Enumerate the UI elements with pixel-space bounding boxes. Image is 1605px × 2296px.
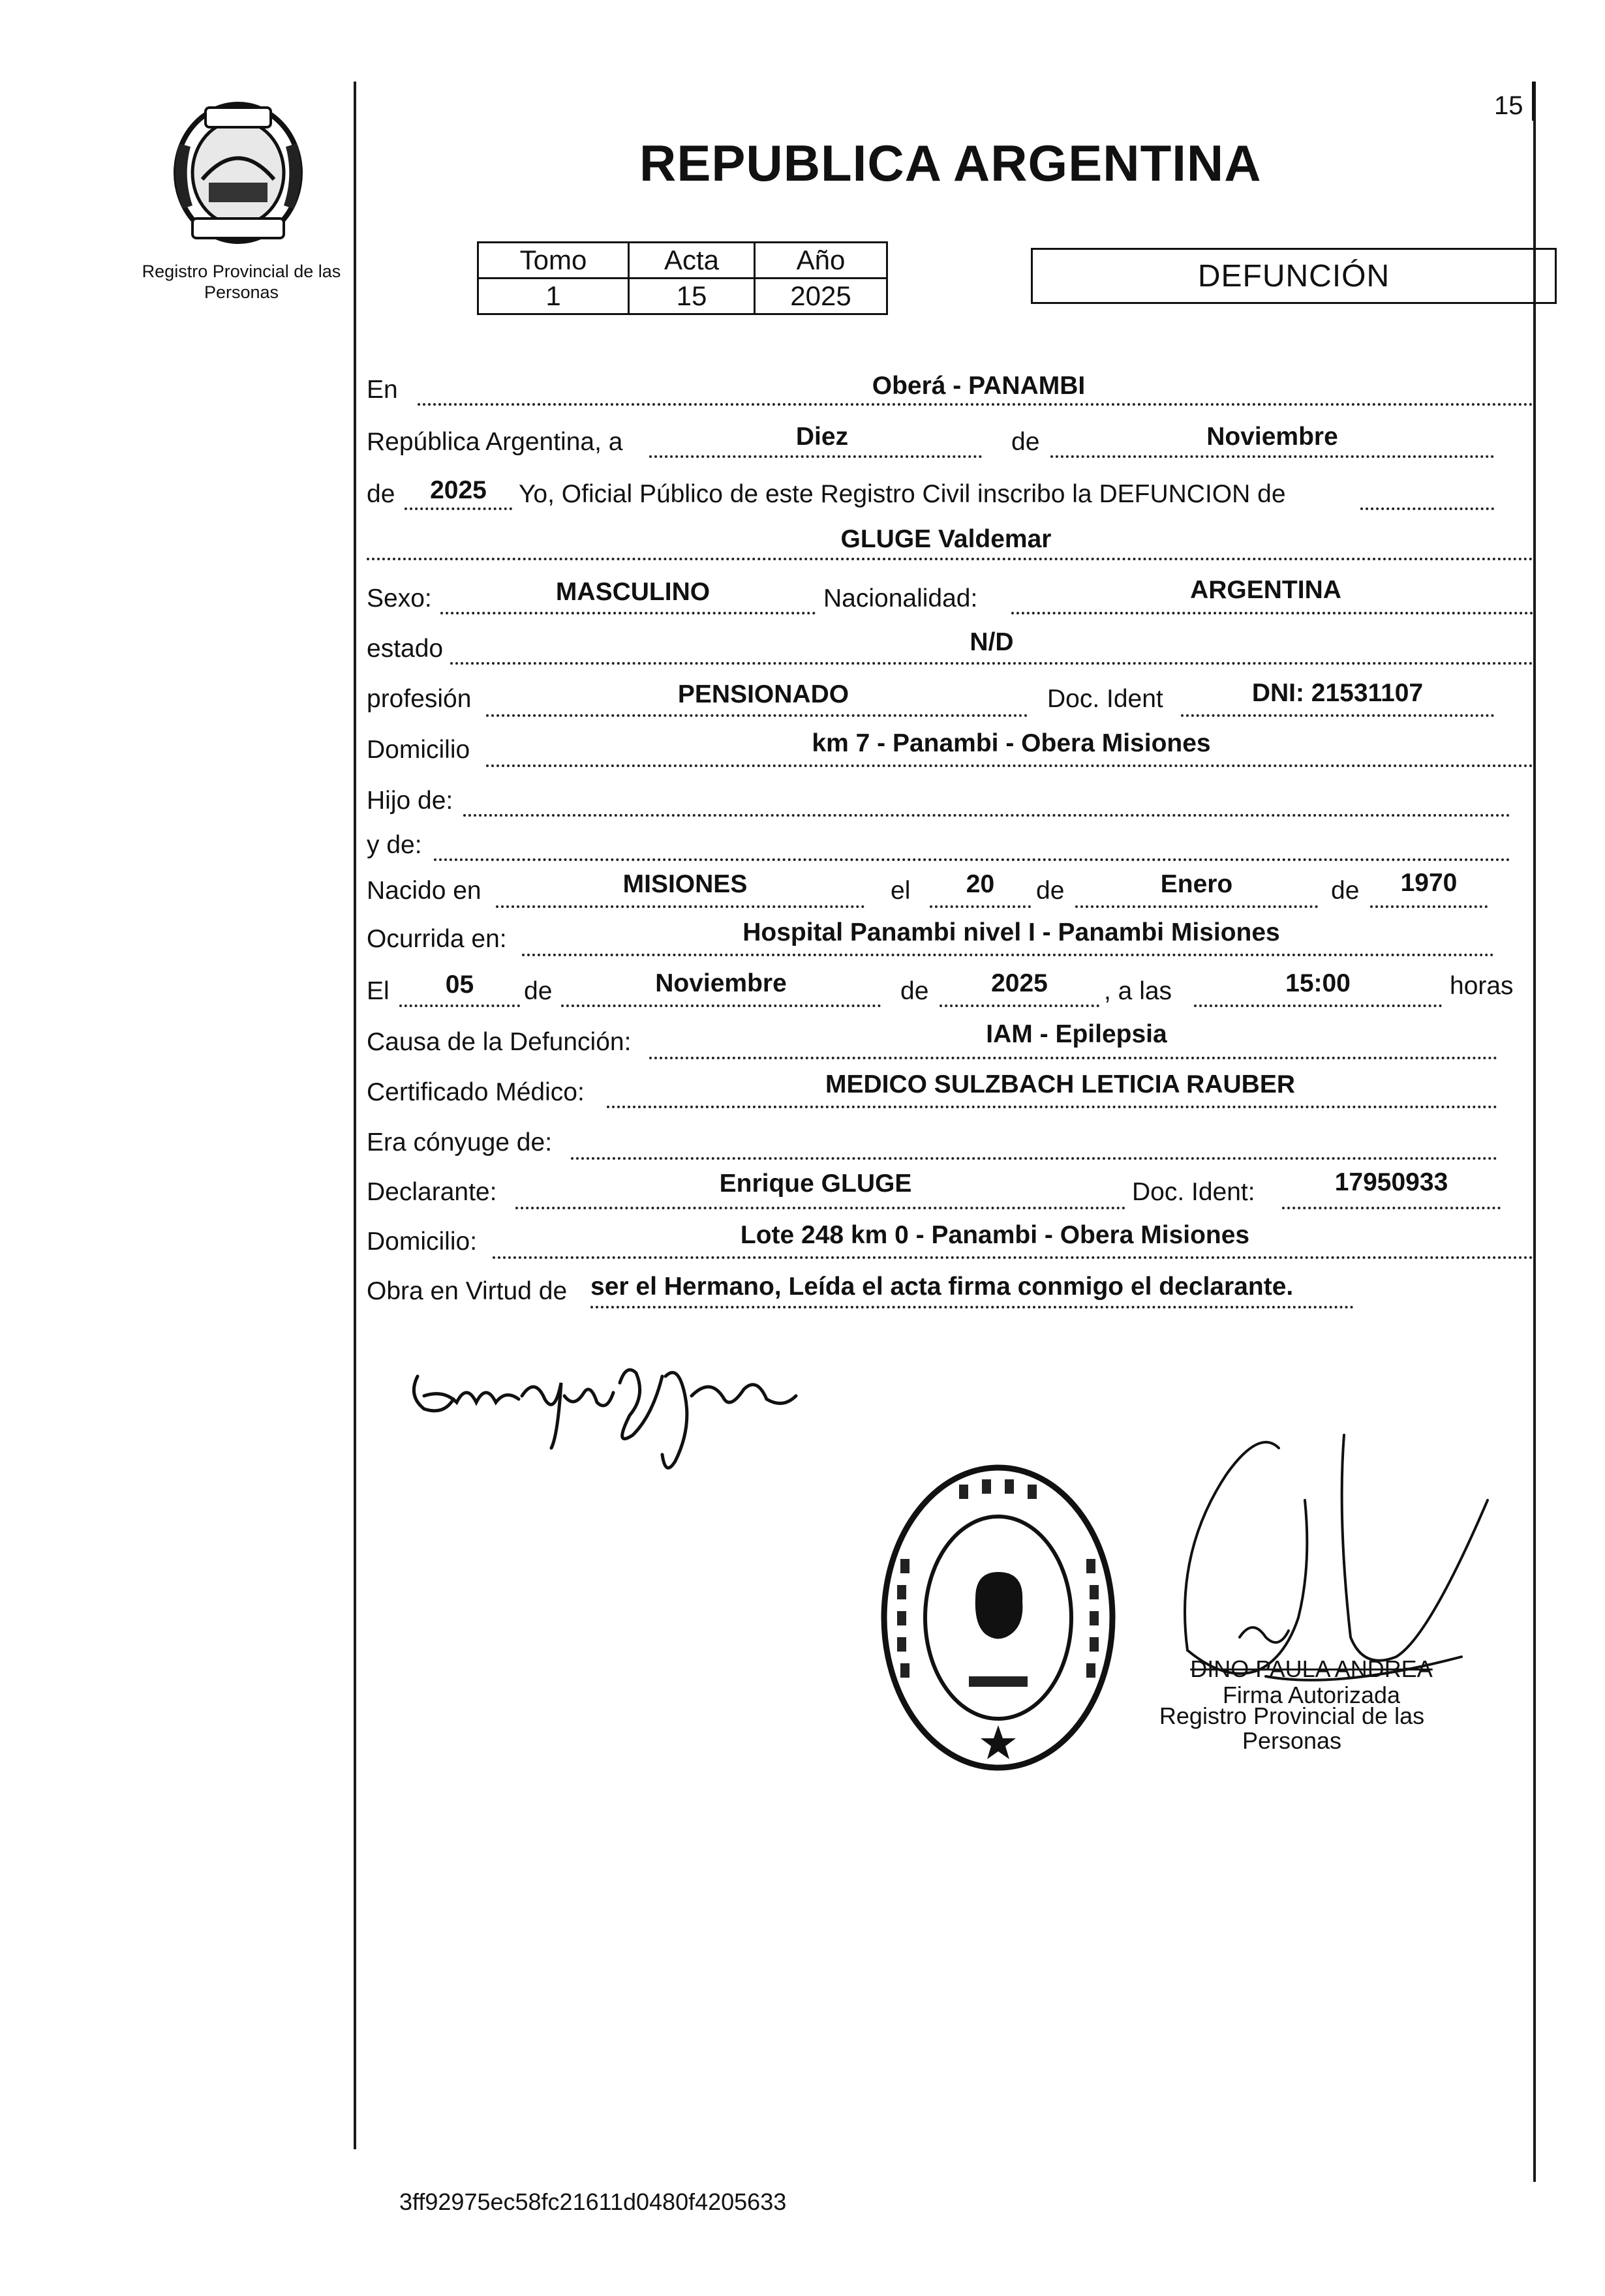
value-birth-day: 20: [966, 870, 995, 898]
label-republica: República Argentina, a: [367, 428, 623, 456]
value-birth-year: 1970: [1400, 869, 1458, 897]
label-sexo: Sexo:: [367, 584, 432, 612]
dots: [940, 1004, 1099, 1007]
dots: [450, 662, 1533, 665]
right-margin-line: [1533, 82, 1536, 2182]
value-declarant-document: 17950933: [1334, 1168, 1448, 1196]
value-document: DNI: 21531107: [1251, 679, 1424, 707]
dots: [367, 558, 1533, 560]
country-title: REPUBLICA ARGENTINA: [639, 134, 1262, 192]
dots: [649, 455, 982, 458]
dots: [515, 1207, 1125, 1209]
label-domicilio: Domicilio: [367, 736, 470, 764]
label-el-cap: El: [367, 977, 390, 1005]
value-place: Oberá - PANAMBI: [872, 372, 1086, 400]
value-address: km 7 - Panambi - Obera Misiones: [812, 729, 1211, 757]
label-obra-en-virtud: Obra en Virtud de: [367, 1277, 568, 1305]
official-registry: Registro Provincial de las Personas: [1159, 1702, 1425, 1754]
value-declarant-reason: ser el Hermano, Leída el acta firma conmigo el declarante.: [590, 1273, 1294, 1301]
value-sex: MASCULINO: [555, 578, 711, 606]
dots: [607, 1106, 1497, 1108]
label-ocurrida-en: Ocurrida en:: [367, 925, 507, 953]
table-header-tomo: Tomo: [478, 243, 629, 279]
value-month-written: Noviembre: [1206, 423, 1338, 451]
label-y-de: y de:: [367, 831, 422, 859]
value-declarant-address: Lote 248 km 0 - Panambi - Obera Misiones: [740, 1221, 1250, 1249]
label-a-las: , a las: [1104, 977, 1172, 1005]
official-name: DINO PAULA ANDREA: [1190, 1655, 1433, 1682]
official-title: Firma Autorizada: [1222, 1682, 1401, 1708]
value-medical-certificate: MEDICO SULZBACH LETICIA RAUBER: [825, 1070, 1296, 1098]
dots: [522, 954, 1494, 956]
dots: [405, 507, 512, 510]
left-margin-line: [354, 82, 356, 2149]
registry-logo: [163, 98, 313, 248]
dots: [496, 905, 864, 908]
label-de: de: [900, 977, 929, 1005]
dots: [1360, 507, 1494, 510]
dots: [1370, 905, 1488, 908]
label-nacionalidad: Nacionalidad:: [823, 584, 978, 612]
value-birth-month: Enero: [1160, 870, 1233, 898]
value-deceased-name: GLUGE Valdemar: [840, 525, 1052, 553]
label-certificado: Certificado Médico:: [367, 1078, 585, 1106]
table-value-acta: 15: [629, 279, 755, 314]
value-profession: PENSIONADO: [677, 680, 849, 708]
dots: [486, 764, 1533, 767]
dots: [571, 1157, 1497, 1160]
value-cause: IAM - Epilepsia: [986, 1020, 1167, 1048]
document-hash: 3ff92975ec58fc21611d0480f4205633: [399, 2188, 787, 2215]
dots: [1050, 455, 1494, 458]
label-de: de: [1036, 877, 1065, 905]
dots: [493, 1256, 1533, 1259]
label-en: En: [367, 376, 398, 404]
label-de: de: [1331, 877, 1360, 905]
dots: [649, 1057, 1497, 1059]
table-value-anio: 2025: [755, 279, 887, 314]
dots: [418, 403, 1533, 406]
dots: [440, 612, 816, 614]
record-type-box: DEFUNCIÓN: [1031, 248, 1557, 304]
value-declarant: Enrique GLUGE: [719, 1170, 912, 1198]
dots: [1011, 612, 1533, 614]
label-hijo-de: Hijo de:: [367, 787, 453, 815]
label-de: de: [1011, 428, 1040, 456]
dots: [1181, 714, 1494, 717]
table-header-anio: Año: [755, 243, 887, 279]
label-declarante: Declarante:: [367, 1178, 497, 1206]
value-death-month: Noviembre: [655, 969, 787, 997]
label-nacido-en: Nacido en: [367, 877, 482, 905]
label-doc-ident-colon: Doc. Ident:: [1132, 1178, 1255, 1206]
label-estado: estado: [367, 635, 444, 663]
page-number-tick: [1532, 82, 1535, 121]
value-birth-place: MISIONES: [622, 870, 748, 898]
table-value-tomo: 1: [478, 279, 629, 314]
dots: [1282, 1207, 1501, 1209]
dots: [399, 1004, 520, 1007]
value-nationality: ARGENTINA: [1190, 576, 1341, 604]
label-doc-ident: Doc. Ident: [1047, 685, 1163, 713]
dots: [434, 858, 1510, 861]
label-causa: Causa de la Defunción:: [367, 1028, 632, 1056]
value-year: 2025: [430, 476, 487, 504]
table-header-acta: Acta: [629, 243, 755, 279]
value-death-place: Hospital Panambi nivel I - Panambi Misiones: [742, 918, 1280, 946]
dots: [1075, 905, 1318, 908]
label-el: el: [891, 877, 911, 905]
dots: [486, 714, 1028, 717]
dots: [1194, 1004, 1442, 1007]
registry-name: Registro Provincial de las Personas: [142, 262, 341, 303]
record-table: [477, 241, 888, 315]
value-death-day: 05: [445, 971, 474, 999]
dots: [590, 1306, 1354, 1308]
label-profesion: profesión: [367, 685, 472, 713]
value-day-written: Diez: [795, 423, 849, 451]
declarant-signature: [405, 1337, 848, 1487]
dots: [463, 814, 1510, 817]
label-yo-oficial: Yo, Oficial Público de este Registro Civil inscribo la DEFUNCION de: [519, 480, 1286, 508]
value-death-year: 2025: [991, 969, 1048, 997]
page-number: 15: [1494, 91, 1523, 120]
dots: [930, 905, 1031, 908]
label-de: de: [524, 977, 553, 1005]
label-conyuge: Era cónyuge de:: [367, 1128, 553, 1156]
official-seal: [878, 1461, 1119, 1774]
label-horas: horas: [1450, 972, 1514, 1000]
label-domicilio-colon: Domicilio:: [367, 1228, 478, 1256]
value-death-time: 15:00: [1285, 969, 1351, 997]
label-de: de: [367, 480, 395, 508]
value-civil-status: N/D: [970, 628, 1014, 656]
dots: [561, 1004, 881, 1007]
